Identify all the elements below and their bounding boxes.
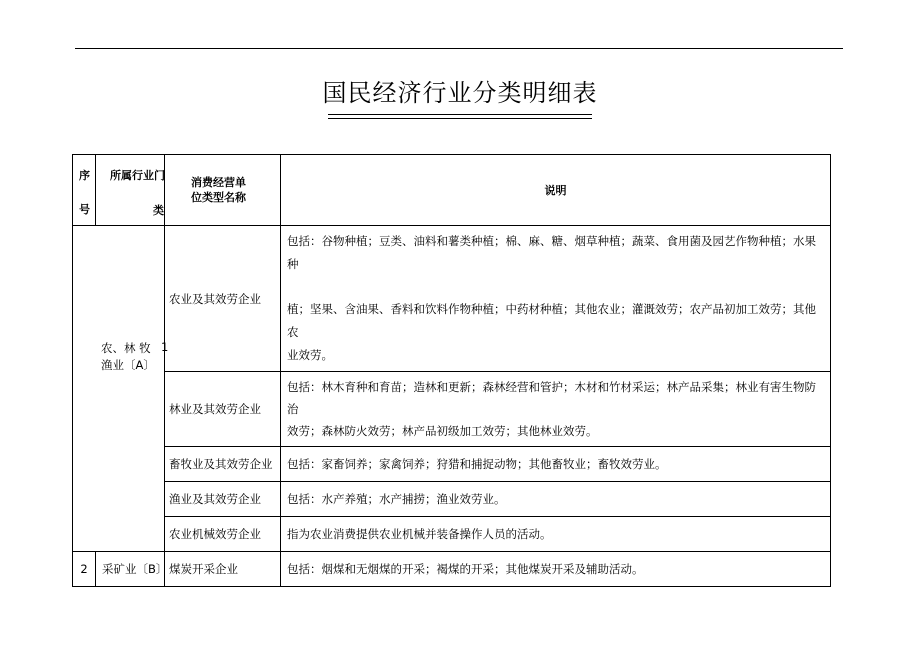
industry-table <box>72 154 831 587</box>
top-rule <box>75 48 843 49</box>
header-type: 消费经营单 位类型名称 <box>165 155 281 226</box>
type-cell: 煤炭开采企业 <box>165 552 281 587</box>
description-cell: 包括：水产养殖；水产捕捞；渔业效劳业。 <box>281 482 831 517</box>
table-row <box>73 552 831 587</box>
page-title: 国民经济行业分类明细表 <box>322 79 598 107</box>
table-row <box>73 226 831 372</box>
header-seq: 序 号 <box>73 155 96 226</box>
seq-number: 2 <box>73 552 96 587</box>
type-cell: 畜牧业及其效劳企业 <box>165 447 281 482</box>
header-industry: 所属行业门 类 <box>96 155 165 226</box>
header-row <box>73 155 831 226</box>
type-cell: 农业及其效劳企业 <box>165 226 281 372</box>
table-row <box>73 372 831 447</box>
header-description: 说明 <box>281 155 831 226</box>
table-row <box>73 482 831 517</box>
type-cell: 林业及其效劳企业 <box>165 372 281 447</box>
description-cell: 包括：家畜饲养；家禽饲养；狩猎和捕捉动物；其他畜牧业；畜牧效劳业。 <box>281 447 831 482</box>
industry-group-a: 农、林 牧 渔业〔A〕 1 <box>73 226 165 552</box>
table-row <box>73 517 831 552</box>
description-cell: 指为农业消费提供农业机械并装备操作人员的活动。 <box>281 517 831 552</box>
description-cell: 包括：谷物种植；豆类、油料和薯类种植；棉、麻、糖、烟草种植；蔬菜、食用菌及园艺作物种植；水果种 植；坚果、含油果、香料和饮料作物种植；中药材种植；其他农业；灌溉效劳；农产品初加工效劳；其他农 业效劳。 <box>281 226 831 372</box>
industry-group-b: 采矿业〔B〕 <box>96 552 165 587</box>
seq-number: 1 <box>161 340 169 354</box>
type-cell: 渔业及其效劳企业 <box>165 482 281 517</box>
table-row <box>73 447 831 482</box>
description-cell: 包括：烟煤和无烟煤的开采；褐煤的开采；其他煤炭开采及辅助活动。 <box>281 552 831 587</box>
description-cell: 包括：林木育种和育苗；造林和更新；森林经营和管护；木材和竹材采运；林产品采集；林业有害生物防治 效劳；森林防火效劳；林产品初级加工效劳；其他林业效劳。 <box>281 372 831 447</box>
type-cell: 农业机械效劳企业 <box>165 517 281 552</box>
title-underline <box>328 114 592 119</box>
